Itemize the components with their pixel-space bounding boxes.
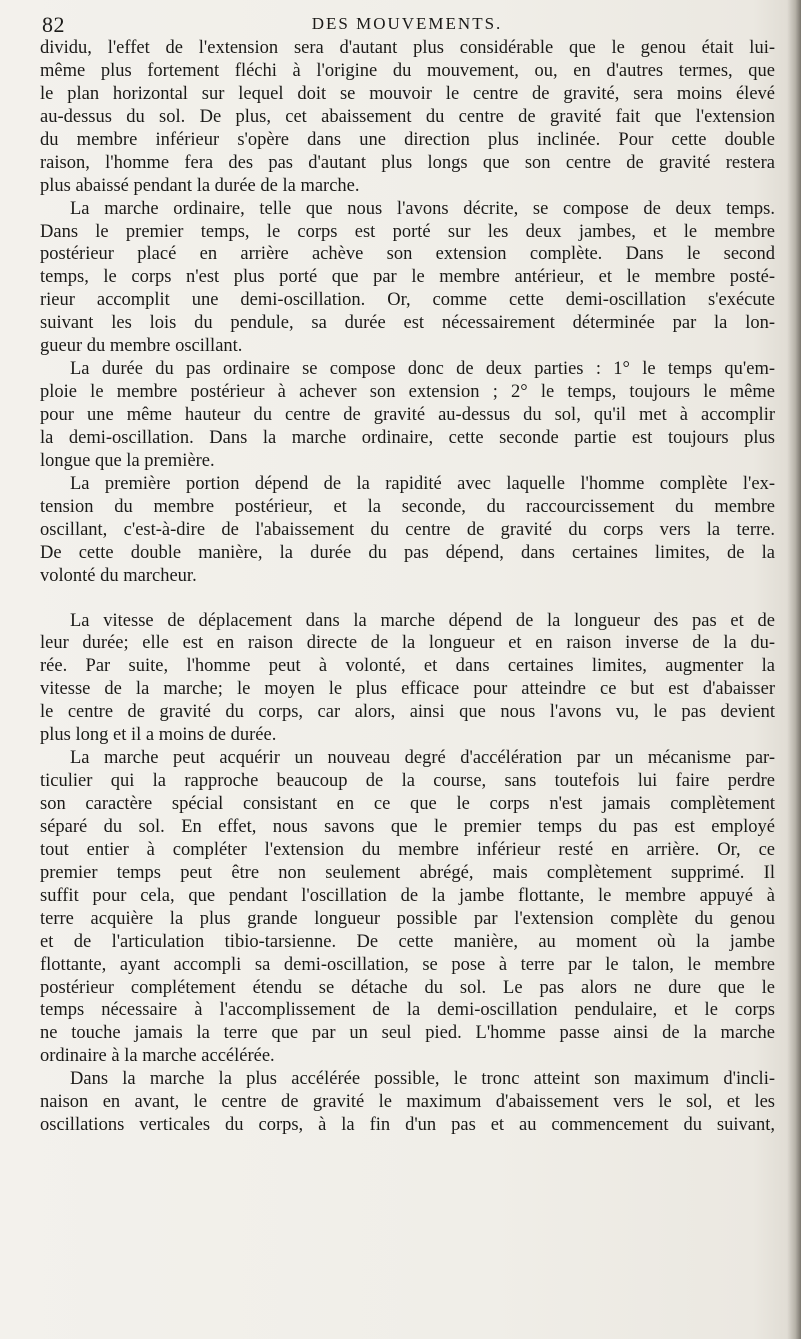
text-line: Dans la marche la plus accélérée possible, le tronc atteint son maximum d'incli- bbox=[70, 1069, 775, 1090]
text-line: dividu, l'effet de l'extension sera d'autant plus considérable que le genou était lui- bbox=[40, 38, 775, 58]
text-line: vitesse de la marche; le moyen le plus efficace pour atteindre ce but est d'abaisser bbox=[40, 679, 775, 700]
text-line: premier temps peut être non seulement abrégé, mais complètement supprimé. Il bbox=[40, 862, 775, 883]
text-line: De cette double manière, la durée du pas dépend, dans certaines limites, de la bbox=[40, 542, 775, 563]
text-line: tension du membre postérieur, et la seconde, du raccourcissement du membre bbox=[40, 496, 775, 517]
page-header bbox=[42, 10, 772, 38]
text-line: naison en avant, le centre de gravité le maximum d'abaissement vers le sol, et les bbox=[40, 1092, 775, 1113]
text-line: leur durée; elle est en raison directe de la longueur et en raison inverse de la du- bbox=[40, 633, 775, 654]
text-line: ticulier qui la rapproche beaucoup de la course, sans toutefois lui faire perdre bbox=[40, 771, 775, 792]
text-line: au-dessus du sol. De plus, cet abaissement du centre de gravité fait que l'extension bbox=[40, 106, 775, 127]
text-line: le centre de gravité du corps, car alors, ainsi que nous l'avons vu, le pas devient bbox=[40, 702, 775, 723]
text-line: plus long et il a moins de durée. bbox=[40, 725, 277, 746]
text-line: postérieur placé en arrière achève son extension complète. Dans le second bbox=[40, 244, 775, 265]
text-line: tout entier à compléter l'extension du membre inférieur resté en arrière. Or, ce bbox=[40, 839, 775, 860]
text-line: suivant les lois du pendule, sa durée est nécessairement déterminée par la lon- bbox=[40, 313, 775, 334]
text-line: flottante, ayant accompli sa demi-oscillation, se pose à terre par le talon, le membre bbox=[40, 954, 775, 975]
text-line: la demi-oscillation. Dans la marche ordinaire, cette seconde partie est toujours plus bbox=[40, 427, 775, 448]
text-line: pour une même hauteur du centre de gravité au-dessus du sol, qu'il met à accomplir bbox=[40, 405, 775, 425]
text-line: oscillant, c'est-à-dire de l'abaissement du centre de gravité du corps vers la terre. bbox=[40, 519, 775, 540]
text-line: volonté du marcheur. bbox=[40, 565, 197, 586]
text-line: temps nécessaire à l'accomplissement de la demi-oscillation pendulaire, et le corps bbox=[40, 1000, 775, 1021]
text-line: Dans le premier temps, le corps est porté sur les deux jambes, et le membre bbox=[40, 221, 775, 242]
text-line: La durée du pas ordinaire se compose donc de deux parties : 1° le temps qu'em- bbox=[70, 359, 775, 380]
text-line: ploie le membre postérieur à achever son extension ; 2° le temps, toujours le même bbox=[40, 382, 775, 403]
text-line: son caractère spécial consistant en ce que le corps n'est jamais complètement bbox=[40, 794, 775, 814]
text-line: La marche ordinaire, telle que nous l'avons décrite, se compose de deux temps. bbox=[70, 198, 775, 219]
text-line: même plus fortement fléchi à l'origine du mouvement, ou, en d'autres termes, que bbox=[40, 60, 775, 81]
text-line: La vitesse de déplacement dans la marche dépend de la longueur des pas et de bbox=[70, 610, 775, 631]
text-line: suffit pour cela, que pendant l'oscillation de la jambe flottante, le membre appuyé à bbox=[40, 885, 775, 906]
running-head: DES MOUVEMENTS. bbox=[311, 14, 503, 33]
page-gutter-shadow bbox=[787, 0, 801, 1339]
text-line: gueur du membre oscillant. bbox=[40, 336, 243, 357]
text-line: temps, le corps n'est plus porté que par le membre antérieur, et le membre posté- bbox=[40, 267, 775, 288]
text-line: et de l'articulation tibio-tarsienne. De cette manière, au moment où la jambe bbox=[40, 931, 775, 952]
paragraph-gap bbox=[40, 588, 775, 610]
body-text bbox=[40, 37, 775, 1137]
text-line: ordinaire à la marche accélérée. bbox=[40, 1046, 275, 1067]
page-number: 82 bbox=[42, 12, 65, 37]
text-line: rée. Par suite, l'homme peut à volonté, et dans certaines limites, augmenter la bbox=[40, 656, 775, 677]
text-line: longue que la première. bbox=[40, 450, 215, 471]
text-line: ne touche jamais la terre que par un seul pied. L'homme passe ainsi de la marche bbox=[40, 1023, 775, 1044]
text-line: postérieur complétement étendu se détache du sol. Le pas alors ne dure que le bbox=[40, 977, 775, 998]
text-line: rieur accomplit une demi-oscillation. Or, comme cette demi-oscillation s'exécute bbox=[40, 290, 775, 311]
text-line: le plan horizontal sur lequel doit se mouvoir le centre de gravité, sera moins élevé bbox=[40, 83, 775, 104]
text-line: raison, l'homme fera des pas d'autant plus longs que son centre de gravité restera bbox=[40, 152, 775, 173]
text-line: La première portion dépend de la rapidité avec laquelle l'homme complète l'ex- bbox=[70, 473, 775, 494]
text-line: terre acquière la plus grande longueur possible par l'extension complète du genou bbox=[40, 908, 775, 929]
text-line: plus abaissé pendant la durée de la marche. bbox=[40, 175, 360, 196]
text-line: oscillations verticales du corps, à la fin d'un pas et au commencement du suivant, bbox=[40, 1115, 775, 1136]
text-line: du membre inférieur s'opère dans une direction plus inclinée. Pour cette double bbox=[40, 129, 775, 150]
text-line: La marche peut acquérir un nouveau degré d'accélération par un mécanisme par- bbox=[70, 748, 775, 769]
text-line: séparé du sol. En effet, nous savons que le premier temps du pas est employé bbox=[40, 816, 775, 837]
